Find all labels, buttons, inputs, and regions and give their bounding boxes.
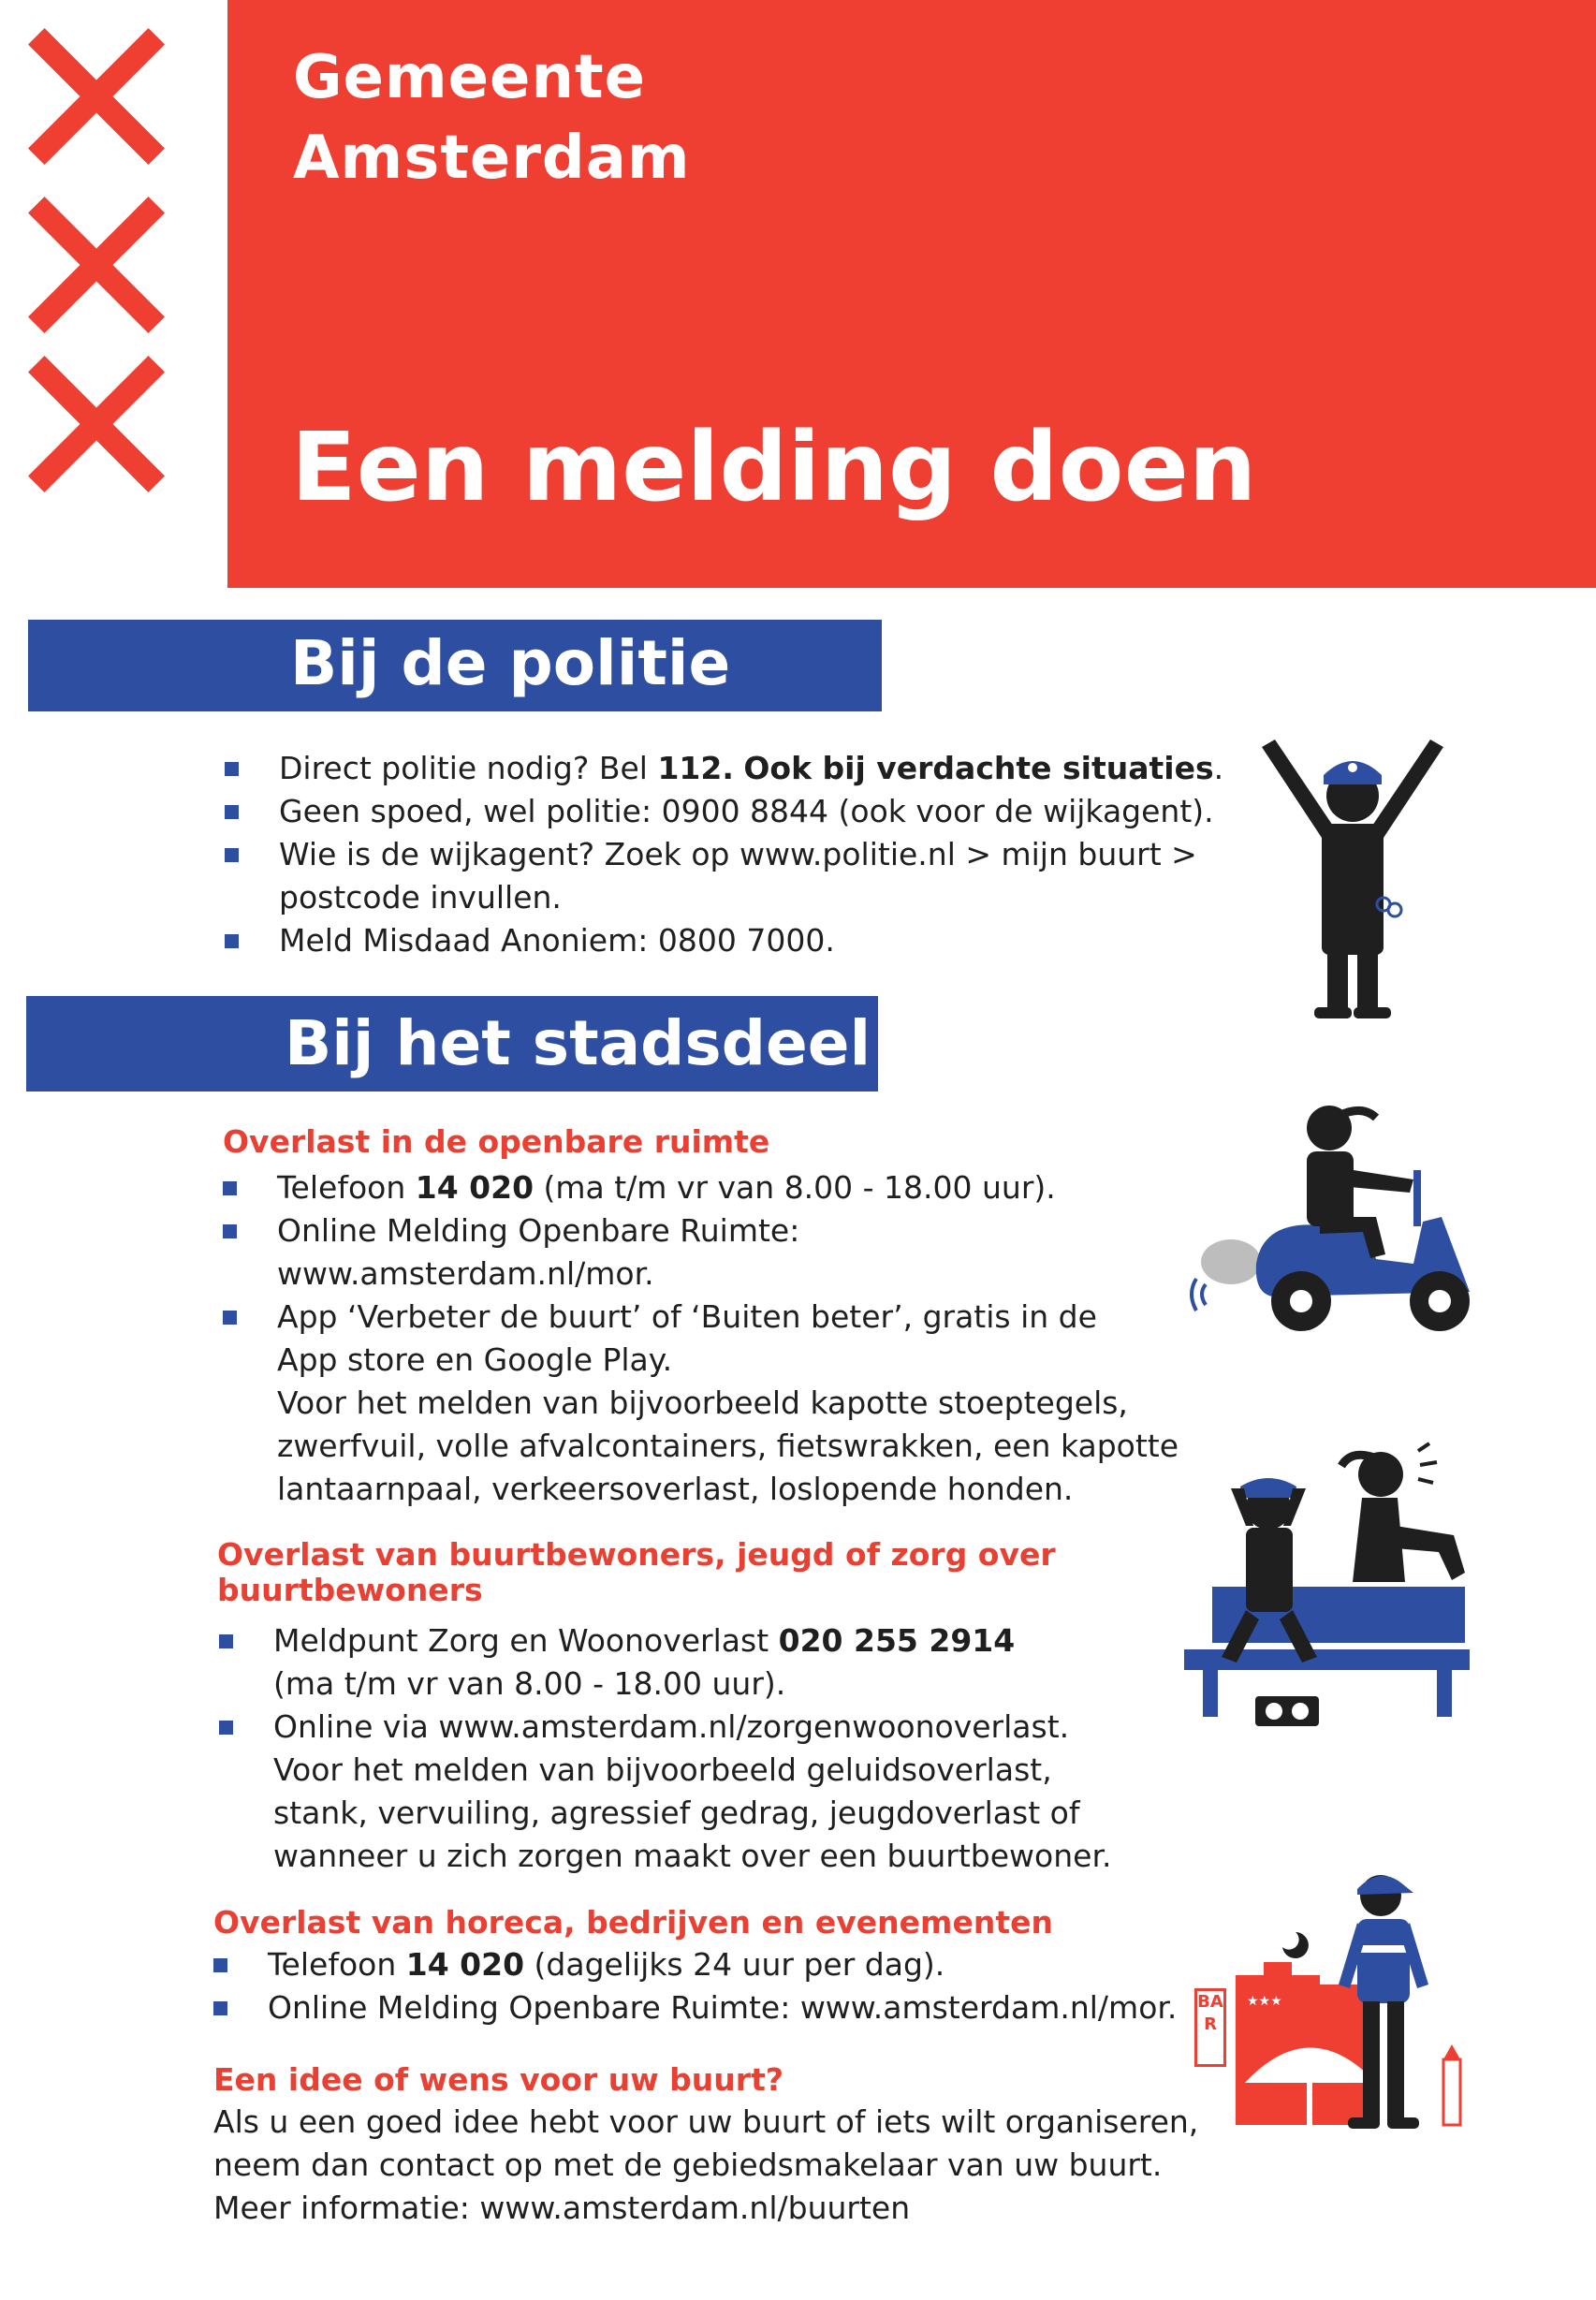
- svg-text:★★★: ★★★: [1247, 1994, 1282, 2009]
- section-heading-district: Bij het stadsdeel: [285, 1007, 871, 1079]
- list-item: Telefoon 14 020 (ma t/m vr van 8.00 - 18.00 uur).: [223, 1166, 1215, 1209]
- list-item: Geen spoed, wel politie: 0900 8844 (ook voor de wijkagent).: [225, 790, 1264, 833]
- list-item: Meld Misdaad Anoniem: 0800 7000.: [225, 919, 1264, 962]
- list-item: Online via www.amsterdam.nl/zorgenwoonoverlast.: [219, 1706, 1193, 1749]
- neighbours-list: [219, 1619, 1193, 1878]
- horeca-list: [213, 1943, 1224, 2029]
- youth-on-bench-icon: [1184, 1432, 1484, 1732]
- section-heading-police: Bij de politie: [290, 627, 731, 699]
- page-title: Een melding doen: [291, 412, 1257, 523]
- list-item-description: Voor het melden van bijvoorbeeld kapotte stoeptegels, zwerfvuil, volle afvalcontainers, fietswrakken, een kapotte lantaarnpaal, verkeersoverlast, loslopende honden.: [277, 1384, 1179, 1507]
- organization-name: Gemeente Amsterdam: [293, 43, 691, 193]
- list-item: Telefoon 14 020 (dagelijks 24 uur per dag).: [213, 1943, 1224, 1986]
- bar-sign: BAR: [1194, 1988, 1226, 2067]
- andreas-cross-icon: [28, 28, 165, 165]
- police-officer-icon: [1245, 730, 1460, 1020]
- public-space-list: [223, 1166, 1215, 1511]
- scooter-rider-icon: [1189, 1077, 1488, 1348]
- subheading-neighbours: Overlast van buurtbewoners, jeugd of zorg over buurtbewoners: [217, 1536, 1056, 1608]
- list-item: Direct politie nodig? Bel 112. Ook bij verdachte situaties.: [225, 747, 1264, 790]
- andreas-cross-icon: [28, 197, 165, 333]
- bar-enforcer-icon: [1226, 1872, 1479, 2153]
- list-item: Meldpunt Zorg en Woonoverlast 020 255 2914: [219, 1619, 1193, 1663]
- police-list: [225, 747, 1264, 962]
- list-item: Online Melding Openbare Ruimte: www.amsterdam.nl/mor.: [213, 1986, 1224, 2029]
- list-item: Online Melding Openbare Ruimte: www.amsterdam.nl/mor.: [223, 1209, 1215, 1296]
- subheading-horeca: Overlast van horeca, bedrijven en evenementen: [213, 1904, 1053, 1941]
- amsterdam-logo: [0, 0, 187, 505]
- subheading-idea: Een idee of wens voor uw buurt?: [213, 2061, 783, 2098]
- list-item: App ‘Verbeter de buurt’ of ‘Buiten beter’, gratis in de App store en Google Play.: [223, 1296, 1215, 1382]
- list-item-hours: (ma t/m vr van 8.00 - 18.00 uur).: [273, 1665, 786, 1702]
- subheading-public-space: Overlast in de openbare ruimte: [223, 1123, 770, 1160]
- list-item: Wie is de wijkagent? Zoek op www.politie.nl > mijn buurt > postcode invullen.: [225, 833, 1264, 919]
- andreas-cross-icon: [28, 356, 165, 492]
- list-item-description: Voor het melden van bijvoorbeeld geluidsoverlast, stank, vervuiling, agressief gedrag, jeugdoverlast of wanneer u zich zorgen maakt over een buurtbewoner.: [273, 1751, 1112, 1874]
- idea-text: Als u een goed idee hebt voor uw buurt of iets wilt organiseren, neem dan contact op met de gebiedsmakelaar van uw buurt. Meer informatie: www.amsterdam.nl/buurten: [213, 2103, 1199, 2226]
